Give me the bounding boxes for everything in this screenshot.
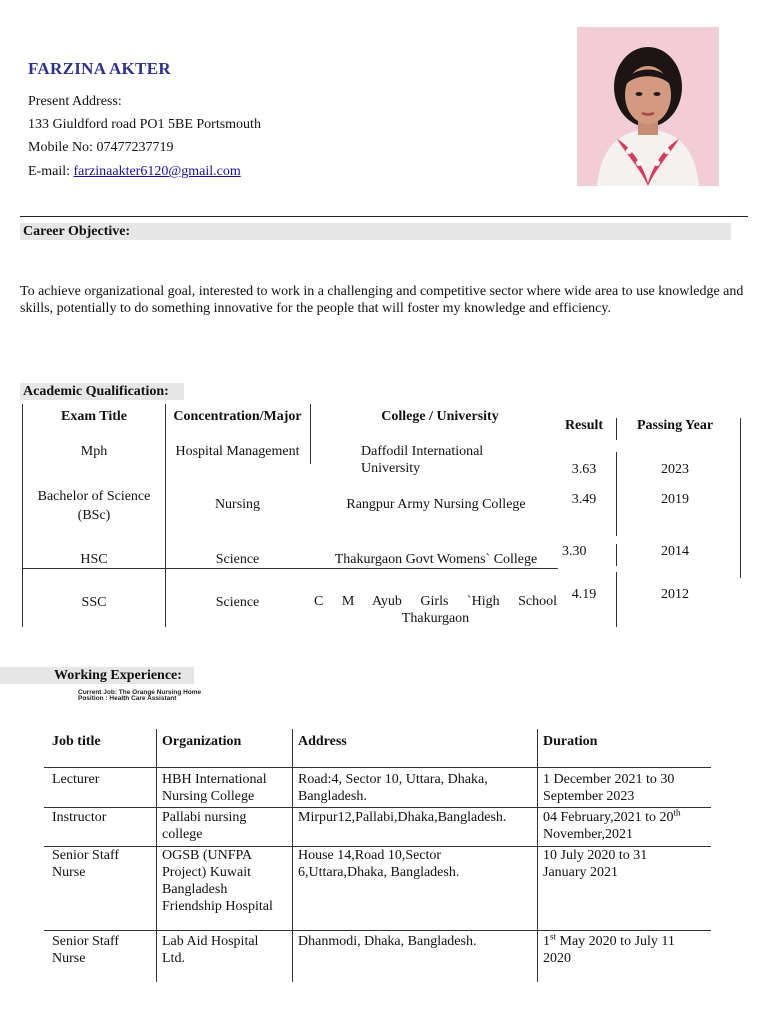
job-duration: 04 February,2021 to 20th November,2021: [543, 807, 681, 842]
acad-exam: HSC: [80, 552, 108, 567]
acad-exam: SSC: [81, 595, 107, 610]
acad-year: 2019: [661, 492, 689, 507]
acad-col-divider: [616, 452, 617, 536]
work-header-title: Job title: [52, 734, 101, 749]
work-header-duration: Duration: [543, 734, 598, 749]
job-title: Senior Staff Nurse: [52, 848, 120, 880]
profile-photo: [577, 27, 719, 186]
job-organization: Pallabi nursing college: [162, 810, 247, 842]
acad-result: 3.49: [571, 492, 597, 507]
email-line: [28, 164, 241, 180]
job-organization: HBH International Nursing College: [162, 772, 267, 804]
job-organization: OGSB (UNFPA Project) Kuwait Bangladesh Friendship Hospital: [162, 848, 273, 914]
career-objective-heading: Career Objective:: [20, 223, 731, 240]
acad-col-divider: [616, 572, 617, 627]
work-row-divider: [44, 807, 711, 808]
acad-col-divider: [616, 418, 617, 440]
acad-exam: Mph: [80, 444, 108, 459]
work-header-address: Address: [298, 734, 347, 749]
job-duration: 1 December 2021 to 30 September 2023: [543, 772, 675, 804]
acad-major: Science: [215, 552, 260, 567]
acad-year: 2012: [661, 587, 689, 602]
job-address: Mirpur12,Pallabi,Dhaka,Bangladesh.: [298, 810, 507, 825]
job-address: House 14,Road 10,Sector 6,Uttara,Dhaka, Bangladesh.: [298, 848, 460, 880]
current-job-note: Current Job: The Orange Nursing Home Position : Health Care Assistant: [78, 689, 202, 702]
work-row-divider: [44, 767, 711, 768]
acad-result: 3.63: [571, 462, 597, 477]
work-col-divider: [292, 729, 293, 982]
acad-result: 3.30: [562, 544, 587, 559]
portrait-illustration: [577, 27, 719, 186]
acad-college: Rangpur Army Nursing College: [346, 497, 526, 512]
mobile-label: Mobile No:: [28, 140, 93, 155]
acad-header-exam: Exam Title: [61, 409, 127, 424]
email-label: E-mail:: [28, 164, 70, 179]
work-row-divider: [44, 930, 711, 931]
acad-major: Nursing: [214, 497, 261, 512]
acad-college: C M Ayub Girls `High School Thakurgaon: [314, 594, 557, 626]
acad-year: 2014: [661, 544, 689, 559]
acad-exam: Bachelor of Science (BSc): [37, 489, 151, 523]
email-link[interactable]: farzinaakter6120@gmail.com: [73, 164, 241, 179]
acad-border-right: [740, 418, 741, 578]
acad-major: Science: [215, 595, 260, 610]
header-divider: [20, 216, 748, 217]
acad-result: 4.19: [571, 587, 597, 602]
work-col-divider: [537, 729, 538, 982]
academic-heading: Academic Qualification:: [20, 383, 184, 400]
address-text: 133 Giuldford road PO1 5BE Portsmouth: [28, 117, 261, 132]
career-objective-text: To achieve organizational goal, interested to work in a challenging and competitive sector where wide area to use knowledge and skills, potentially to do something innovative for the people that will foster my knowledge and efficiency.: [20, 284, 744, 316]
mobile-line: [28, 140, 173, 156]
present-address-label: Present Address:: [28, 94, 122, 109]
acad-col-divider: [616, 544, 617, 566]
job-duration: 10 July 2020 to 31 January 2021: [543, 848, 648, 880]
work-col-divider: [156, 729, 157, 982]
acad-header-result: Result: [564, 418, 604, 433]
acad-header-college: College / University: [381, 409, 499, 424]
acad-major: Hospital Management: [175, 444, 300, 459]
work-heading: Working Experience:: [0, 667, 194, 684]
acad-year: 2023: [661, 462, 689, 477]
acad-college: Thakurgaon Govt Womens` College: [334, 552, 538, 567]
job-title: Senior Staff Nurse: [52, 934, 120, 966]
job-organization: Lab Aid Hospital Ltd.: [162, 934, 259, 966]
acad-college: Daffodil International University: [361, 444, 484, 476]
job-title: Instructor: [52, 810, 107, 825]
acad-col-divider: [310, 404, 311, 464]
acad-header-major: Concentration/Major: [173, 409, 302, 424]
job-address: Road:4, Sector 10, Uttara, Dhaka, Bangladesh.: [298, 772, 488, 804]
job-duration: 1st May 2020 to July 11 2020: [543, 931, 675, 966]
job-address: Dhanmodi, Dhaka, Bangladesh.: [298, 934, 477, 949]
candidate-name: FARZINA AKTER: [28, 59, 171, 78]
mobile-number: 07477237719: [96, 140, 174, 155]
work-header-org: Organization: [162, 734, 242, 749]
acad-col-divider: [165, 404, 166, 627]
acad-header-year: Passing Year: [636, 418, 714, 433]
job-title: Lecturer: [52, 772, 100, 787]
